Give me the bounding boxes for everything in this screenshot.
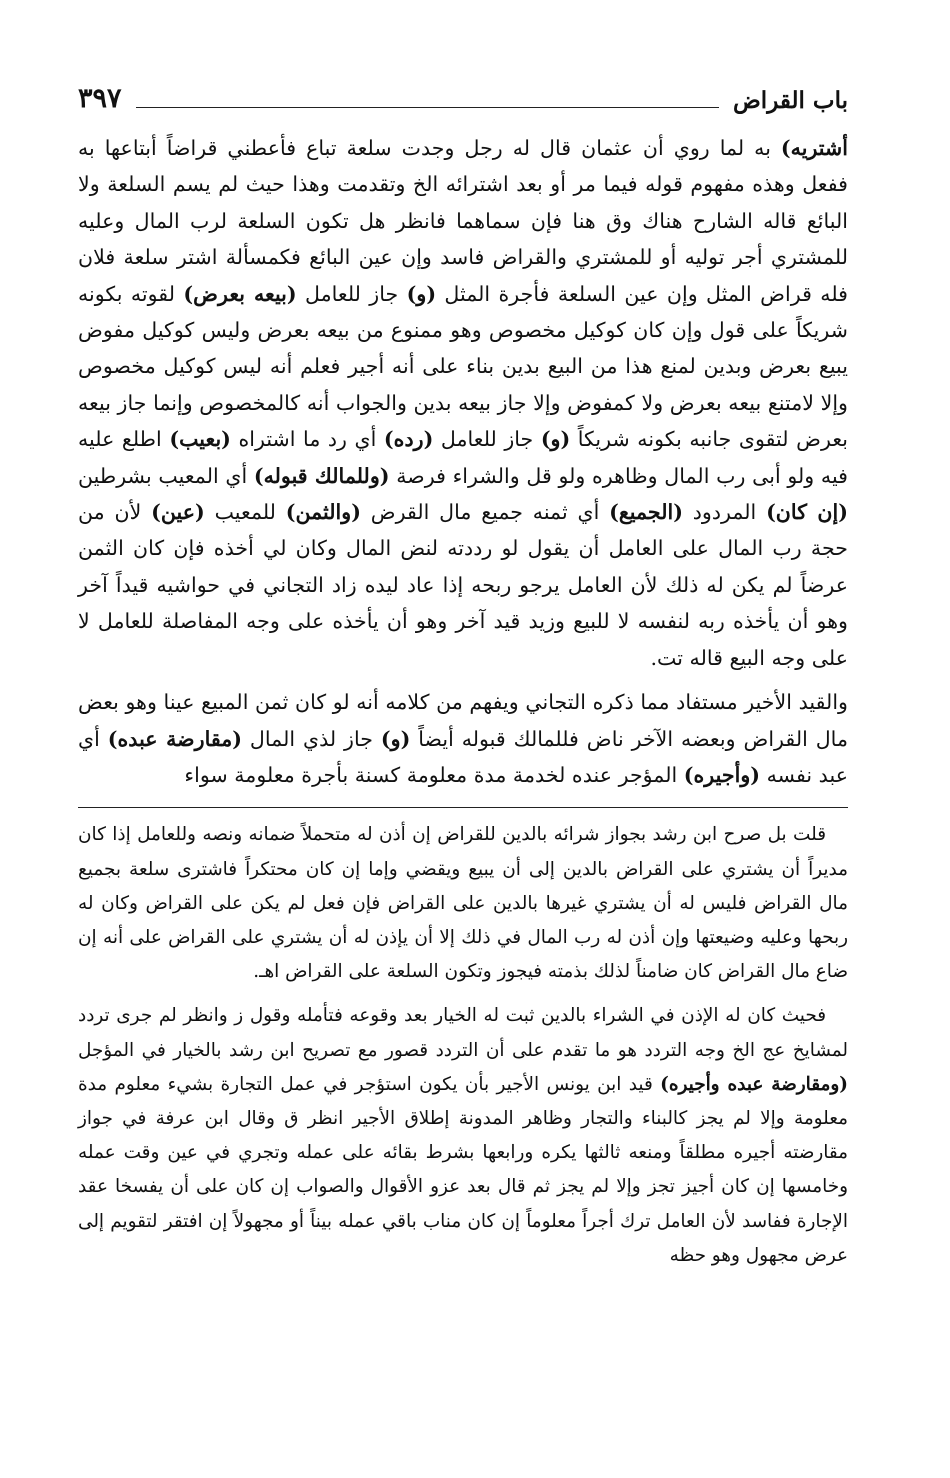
main-text [78, 130, 848, 793]
footnote-separator [78, 807, 848, 808]
footnote-paragraph-1 [78, 818, 848, 989]
bold-term: (رده) [383, 427, 434, 452]
footnotes [78, 818, 848, 1273]
bold-term: (و) [540, 427, 571, 452]
text-run: أي ثمنه جميع مال القرض [360, 500, 610, 525]
bold-term: (ومقارضة عبده وأجيره) [660, 1073, 848, 1095]
bold-term: (و) [406, 281, 437, 306]
chapter-title: باب القراض [733, 87, 848, 114]
text-run: جاز لذي المال [242, 726, 381, 751]
text-run: اطلع عليه فيه ولو أبى رب المال وظاهره ولو قل والشراء فرصة [78, 427, 849, 488]
bold-term: (إن كان) [766, 500, 848, 525]
text-run: أي المعيب بشرطين [78, 463, 254, 488]
main-paragraph-1 [78, 130, 848, 676]
text-run: قلت بل صرح ابن رشد بجواز شرائه بالدين للقراض إن أذن له متحملاً ضمانه ونصه وللعامل إذا كان مديراً أن يشتري على القراض بالدين إلى أن يبيع ويقضي وإما إن كان محتكراً فاشترى سلعة بجميع مال القراض فليس له أن يشتري غيرها بالدين على القراض فإن فعل لم يكن على القراض وكان له ربحها وعليه وضيعتها وإن أذن له رب المال في ذلك إلا أن يإذن له أن يشتري على القراض على أنه إن ضاع مال القراض كان ضامناً لذلك بذمته فيجوز وتكون السلعة على القراض اهـ. [78, 824, 848, 983]
bold-term: (و) [380, 726, 411, 751]
bold-term: (الجميع) [609, 500, 683, 525]
bold-term: (عين) [151, 500, 205, 525]
bold-term: (والثمن) [285, 500, 361, 525]
main-paragraph-2 [78, 684, 848, 793]
bold-term: (وأجيره) [683, 762, 761, 787]
bold-term: (وللمالك قبوله) [253, 463, 390, 488]
bold-term: (بيعه بعرض) [183, 281, 297, 306]
text-run: جاز للعامل [433, 427, 541, 452]
bold-term: أشتريه) [780, 136, 848, 160]
text-run: أي رد ما اشتراه [230, 427, 384, 452]
footnote-paragraph-2 [78, 999, 848, 1273]
bold-term: (مقارضة عبده) [107, 726, 243, 751]
text-run: والقيد الأخير مستفاد مما ذكره التجاني ويفهم من كلامه أنه لو كان ثمن المبيع عينا وهو بعض مال القراض وبعضه الآخر ناض فللمالك قبوله أيضاً [78, 690, 848, 751]
text-run: جاز للعامل [296, 281, 407, 306]
header-rule [136, 107, 719, 108]
text-run: لقوته بكونه شريكاً على قول وإن كان كوكيل مخصوص وهو ممنوع من بيعه بعرض وليس كوكيل مفوض يبيع بعرض وبدين لمنع هذا من البيع بدين بناء على أنه أجير فعلم أنه ليس كوكيل مخصوص وإلا لامتنع بيعه بعرض ولا كمفوض وإلا جاز بيعه بدين والجواب أنه كالمخصوص وإنما جاز بيعه بعرض لتقوى جانبه بكونه شريكاً [78, 281, 849, 452]
text-run: قيد ابن يونس الأجير بأن يكون استؤجر في عمل التجارة بشيء معلوم مدة معلومة وإلا لم يجز كالبناء والتجار وظاهر المدونة إطلاق الأجير انظر ق وقال ابن عرفة في جواز مقارضته أجيره مطلقاً ومنعه ثالثها يكره ورابعها بشرط بقائه على عمله وتجري في عين وقت عمله وخامسها إن كان أجيز تجز وإلا لم يجز ثم قال بعد عزو الأقوال والصواب إن كان على أن يفسخا عقد الإجارة ففاسد لأن العامل ترك أجراً معلوماً إن كان مناب باقي عمله بيناً أو مجهولاً إن افتقر لتقويم إلى عرض مجهول وهو حظه [78, 1073, 848, 1266]
text-run: فحيث كان له الإذن في الشراء بالدين ثبت له الخيار بعد وقوعه فتأمله وقول ز وانظر لم جرى تردد لمشايخ عج الخ وجه التردد هو ما تقدم على أن التردد قصور مع تصريح ابن رشد بالخيار في المؤجل [78, 1005, 848, 1061]
text-run: المؤجر عنده لخدمة مدة معلومة كسنة بأجرة معلومة سواء [184, 762, 684, 787]
text-run: لأن من حجة رب المال على العامل أن يقول لو رددته لنض المال وكان لي أخذه فإن كان الثمن عرضاً لم يكن له ذلك لأن العامل يرجو ربحه إذا عاد ليده زاد التجاني في حواشيه قيداً آخر وهو أن يأخذه ربه لنفسه لا للبيع وزيد قيد آخر وهو أن يأخذه على وجه المفاصلة للعامل لا على وجه البيع قاله تت. [78, 500, 848, 670]
text-run: به لما روي أن عثمان قال له رجل وجدت سلعة تباع فأعطني قراضاً أبتاعها به ففعل وهذه مفهوم قوله فيما مر أو بعد اشترائه الخ وتقدمت وهذا حيث لم يسم السلعة ولا البائع قاله الشارح هناك وق هنا فإن سماهما فانظر هل تكون السلعة لرب المال وعليه للمشتري أجر توليه أو للمشتري والقراض فاسد وإن عين البائع فكمسألة اشتر سلعة فلان فله قراض المثل وإن عين السلعة فأجرة المثل [78, 136, 848, 306]
text-run: للمعيب [204, 500, 286, 525]
bold-term: (بعيب) [169, 427, 231, 452]
book-page [78, 66, 848, 1456]
running-header [78, 66, 848, 112]
page-number: ٣٩٧ [78, 83, 122, 114]
text-run: أي عبد نفسه [78, 726, 848, 787]
text-run: المردود [682, 500, 767, 525]
